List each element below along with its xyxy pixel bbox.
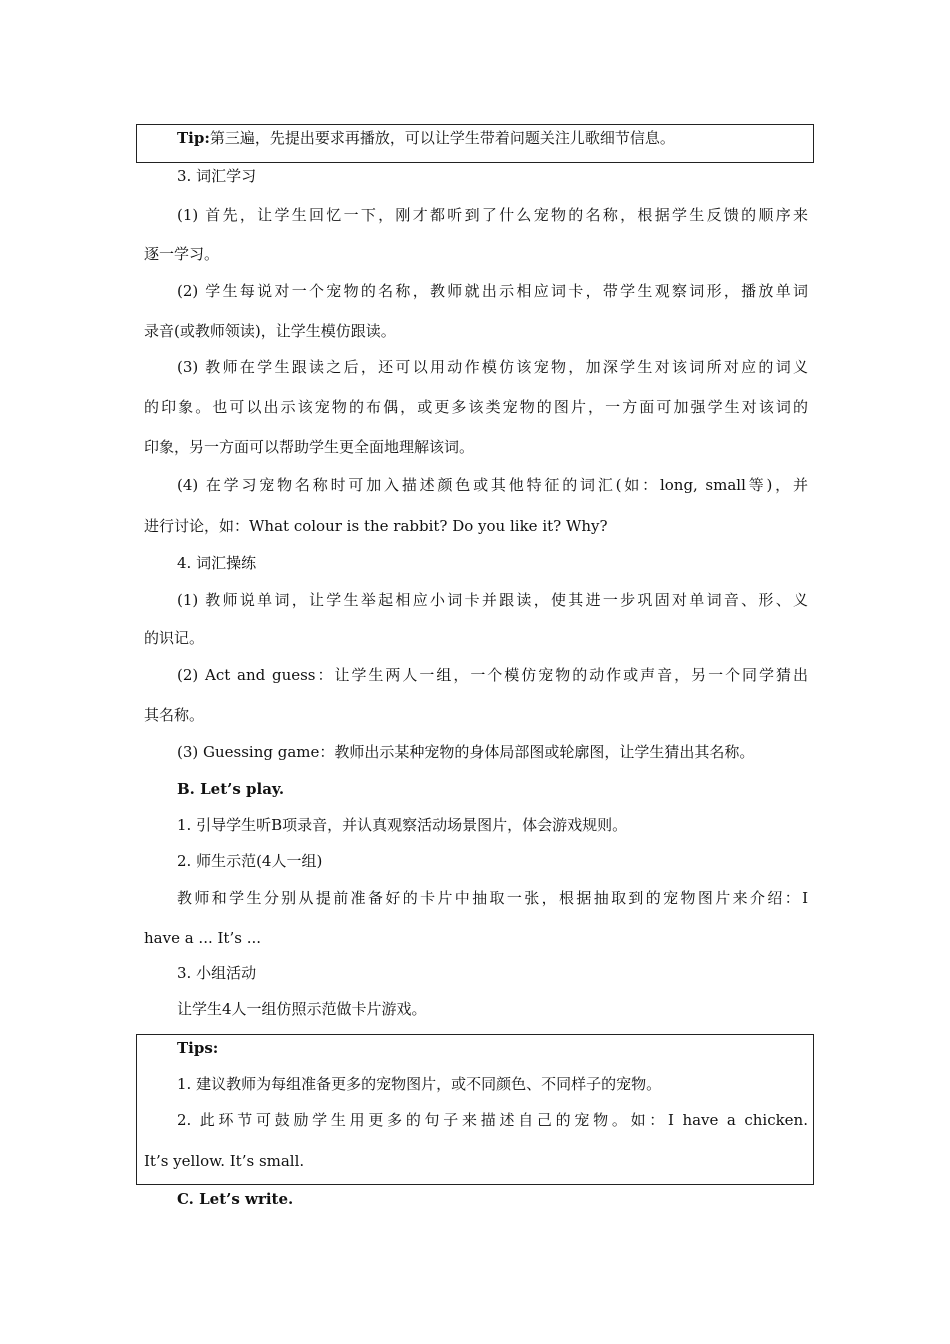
tip-label: Tip: <box>177 129 210 147</box>
paragraph-line: 让学生4人一组仿照示范做卡片游戏。 <box>177 1000 427 1018</box>
tips-heading: Tips: <box>177 1039 219 1057</box>
paragraph-line: (3) 教师在学生跟读之后，还可以用动作模仿该宠物，加深学生对该词所对应的词义 <box>177 358 808 376</box>
paragraph-line: 2. 师生示范(4人一组) <box>177 852 323 870</box>
paragraph-line: 的印象。也可以出示该宠物的布偶，或更多该类宠物的图片，一方面可加强学生对该词的 <box>144 398 808 416</box>
tips-line: 2. 此环节可鼓励学生用更多的句子来描述自己的宠物。如：I have a chicken. <box>177 1111 808 1129</box>
paragraph-line: 录音(或教师领读)，让学生模仿跟读。 <box>144 322 396 340</box>
section-heading-lets-write: C. Let’s write. <box>177 1190 294 1208</box>
paragraph-line: (4) 在学习宠物名称时可加入描述颜色或其他特征的词汇(如：long, small等)，并 <box>177 476 808 494</box>
paragraph-line: 进行讨论，如：What colour is the rabbit? Do you like it? Why? <box>144 517 608 535</box>
section-heading-lets-play: B. Let’s play. <box>177 780 285 798</box>
tip-text: 第三遍，先提出要求再播放，可以让学生带着问题关注儿歌细节信息。 <box>209 129 675 147</box>
paragraph-line: 逐一学习。 <box>144 245 220 263</box>
paragraph-line: 1. 引导学生听B项录音，并认真观察活动场景图片，体会游戏规则。 <box>177 816 628 834</box>
tips-line: It’s yellow. It’s small. <box>144 1152 305 1170</box>
paragraph-line: (1) 首先，让学生回忆一下，刚才都听到了什么宠物的名称，根据学生反馈的顺序来 <box>177 206 808 224</box>
paragraph-line: 其名称。 <box>144 706 205 724</box>
paragraph-line: 3. 小组活动 <box>177 964 257 982</box>
paragraph-line: (1) 教师说单词，让学生举起相应小词卡并跟读，使其进一步巩固对单词音、形、义 <box>177 591 808 609</box>
paragraph-line: 教师和学生分别从提前准备好的卡片中抽取一张，根据抽取到的宠物图片来介绍：I <box>177 889 808 907</box>
section-heading-vocabulary: 3. 词汇学习 <box>177 167 257 185</box>
paragraph-line: (3) Guessing game：教师出示某种宠物的身体局部图或轮廓图，让学生猜出其名称。 <box>177 743 755 761</box>
paragraph-line: (2) 学生每说对一个宠物的名称，教师就出示相应词卡，带学生观察词形，播放单词 <box>177 282 808 300</box>
paragraph-line: have a ... It’s ... <box>144 929 261 947</box>
paragraph-line: (2) Act and guess：让学生两人一组，一个模仿宠物的动作或声音，另一个同学猜出 <box>177 666 808 684</box>
paragraph-line: 印象，另一方面可以帮助学生更全面地理解该词。 <box>144 438 475 456</box>
tip-line <box>177 128 808 148</box>
section-heading-practice: 4. 词汇操练 <box>177 554 257 572</box>
paragraph-line: 的识记。 <box>144 629 205 647</box>
tips-line: 1. 建议教师为每组准备更多的宠物图片，或不同颜色、不同样子的宠物。 <box>177 1075 662 1093</box>
